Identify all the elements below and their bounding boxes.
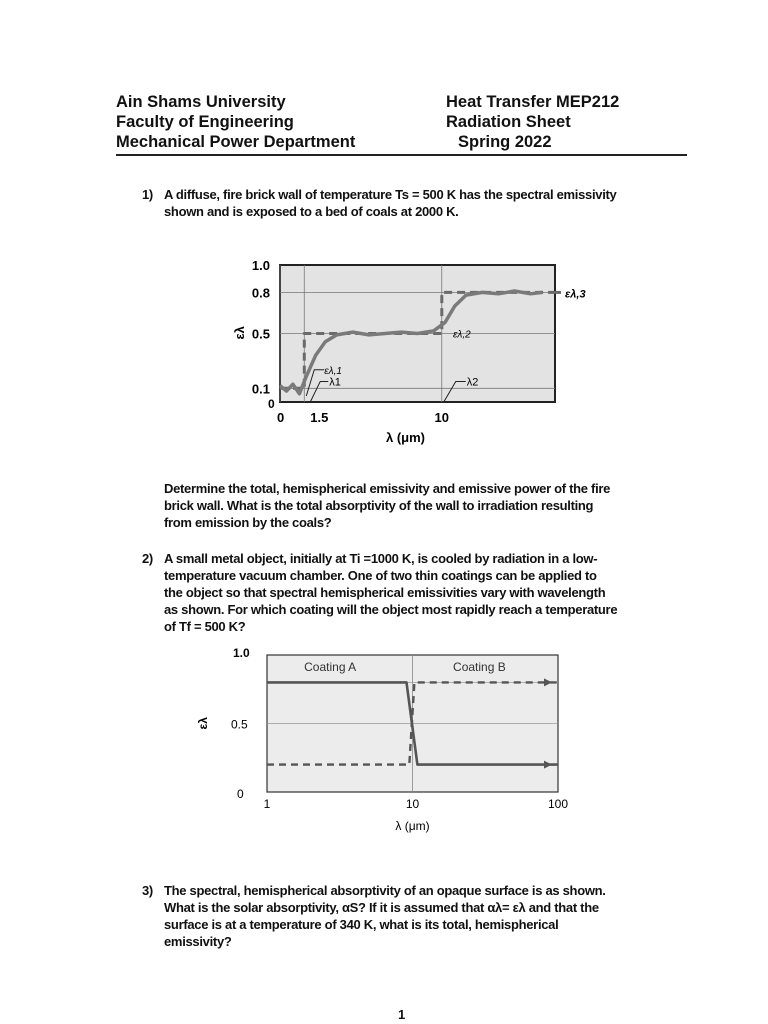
annotation-label: λ1	[329, 376, 341, 389]
x-tick-label: 1	[263, 797, 271, 811]
y-tick-label: 1.0	[251, 258, 270, 273]
annotation-label: ελ,3	[565, 288, 586, 301]
x-tick-label: 10	[405, 797, 420, 811]
y-tick-label: 0.8	[251, 285, 270, 301]
y-tick-label: 0	[237, 787, 244, 801]
annotation-label: ελ,2	[453, 329, 471, 341]
question-3	[142, 882, 694, 950]
y-tick-label: 0	[268, 397, 275, 411]
emissivity-chart-1	[215, 250, 615, 450]
question-3-line: What is the solar absorptivity, αS? If it is assumed that αλ= ελ and that the	[164, 900, 599, 915]
question-2-line: the object so that spectral hemispherical emissivities vary with wavelength	[164, 585, 606, 600]
legend-label-coating-a: Coating A	[304, 660, 357, 674]
y-tick-label: 0.5	[231, 717, 248, 732]
question-2-line: of Tf = 500 K?	[164, 619, 246, 634]
sheet-title: Radiation Sheet	[446, 113, 571, 131]
legend-label-coating-b: Coating B	[453, 660, 506, 674]
faculty-name: Faculty of Engineering	[116, 113, 294, 131]
y-tick-label: 0.5	[251, 326, 270, 342]
question-1	[142, 186, 694, 220]
question-2-number: 2)	[142, 551, 153, 566]
question-2	[142, 550, 694, 635]
course-title: Heat Transfer MEP212	[446, 93, 620, 111]
question-3-line: emissivity?	[164, 934, 232, 949]
emissivity-chart-2	[190, 640, 610, 840]
question-1-prompt-line: brick wall. What is the total absorptivity of the wall to irradiation resulting	[164, 498, 594, 513]
x-axis-label: λ (μm)	[395, 819, 430, 833]
page-number: 1	[398, 1007, 406, 1022]
header-left	[116, 92, 355, 152]
question-1-line: A diffuse, fire brick wall of temperature Ts = 500 K has the spectral emissivity	[164, 187, 617, 202]
x-tick-label: 1.5	[310, 410, 329, 425]
annotation-label: ελ,1	[324, 365, 342, 377]
question-1-number: 1)	[142, 187, 153, 202]
y-tick-label: 1.0	[233, 646, 250, 660]
annotation-label: λ2	[466, 376, 479, 389]
y-tick-label: 0.1	[251, 381, 270, 397]
question-3-line: The spectral, hemispherical absorptivity of an opaque surface is as shown.	[164, 883, 606, 898]
question-3-number: 3)	[142, 883, 153, 898]
question-2-line: as shown. For which coating will the object most rapidly reach a temperature	[164, 602, 618, 617]
question-1-prompt	[164, 480, 689, 531]
header-right	[446, 92, 619, 152]
x-tick-label: 100	[547, 797, 569, 811]
x-axis-label: λ (μm)	[385, 430, 426, 445]
university-name: Ain Shams University	[116, 93, 286, 111]
question-2-line: A small metal object, initially at Ti =1000 K, is cooled by radiation in a low-	[164, 551, 598, 566]
term: Spring 2022	[458, 133, 552, 151]
department-name: Mechanical Power Department	[116, 133, 356, 151]
x-tick-label: 10	[434, 410, 449, 425]
question-1-prompt-line: from emission by the coals?	[164, 515, 332, 530]
question-2-line: temperature vacuum chamber. One of two thin coatings can be applied to	[164, 568, 597, 583]
question-1-prompt-line: Determine the total, hemispherical emissivity and emissive power of the fire	[164, 481, 611, 496]
y-axis-label: ελ	[196, 717, 210, 730]
header-divider	[116, 154, 687, 156]
question-3-line: surface is at a temperature of 340 K, what is its total, hemispherical	[164, 917, 559, 932]
x-tick-label: 0	[277, 410, 285, 425]
y-axis-label: ελ	[232, 326, 247, 340]
question-1-line: shown and is exposed to a bed of coals at 2000 K.	[164, 204, 459, 219]
